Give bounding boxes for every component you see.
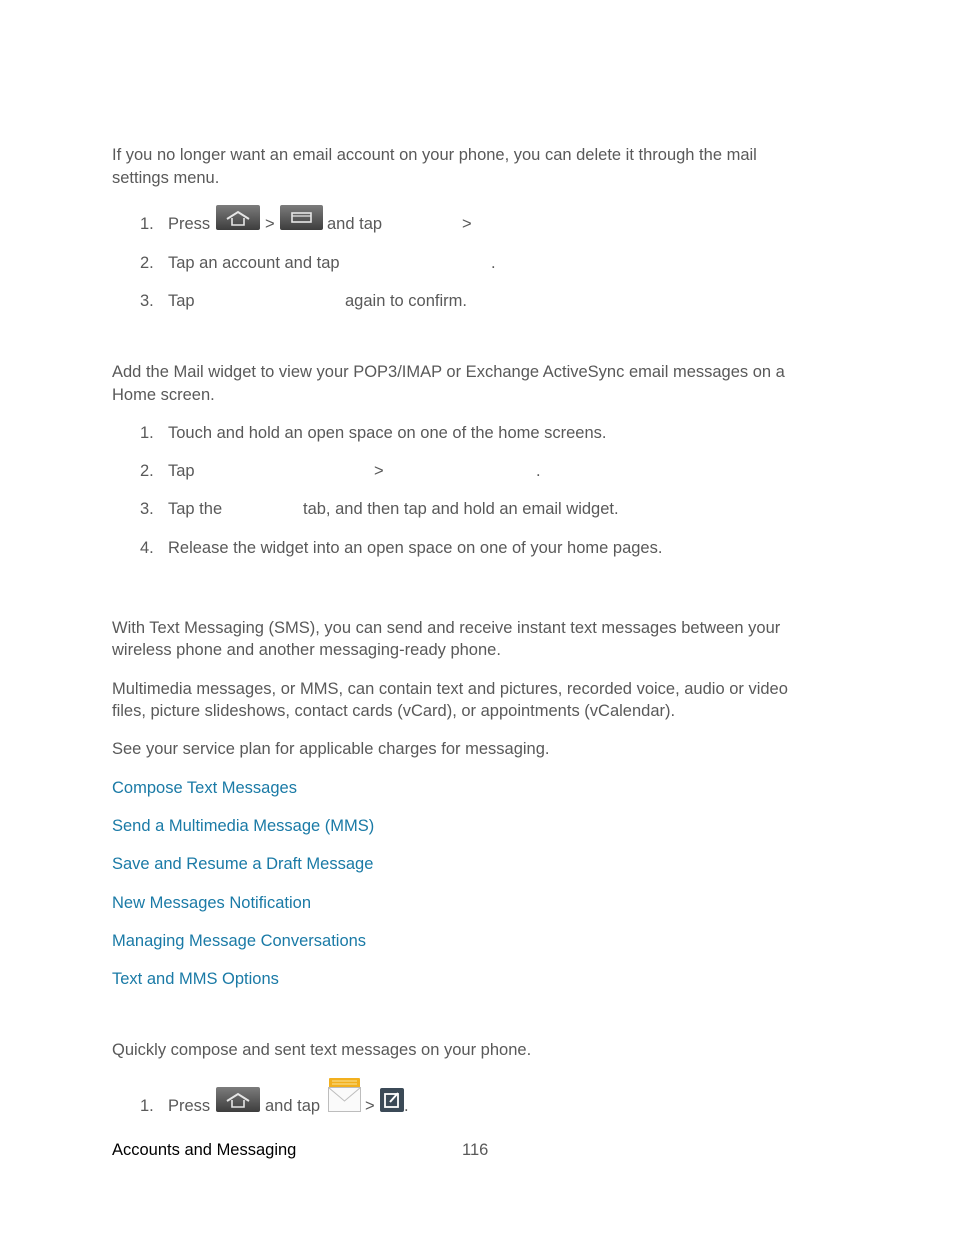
step-period: . — [536, 462, 541, 480]
step-period: . — [491, 254, 496, 272]
link-managing-conversations[interactable]: Managing Message Conversations — [112, 932, 367, 950]
compose-icon — [380, 1088, 404, 1112]
step-text-press: Press — [168, 1097, 211, 1115]
step-number: 1. — [140, 1097, 154, 1115]
step-number: 3. — [140, 292, 154, 310]
step-text: Touch and hold an open space on one of the home screens. — [168, 424, 607, 442]
separator-gt: > — [374, 462, 384, 480]
step-text-tap: Tap — [168, 462, 195, 480]
section3-p2-line2: files, picture slideshows, contact cards (vCard), or appointments (vCalendar). — [112, 702, 676, 720]
menu-key-icon — [280, 205, 323, 230]
step-text: tab, and then tap and hold an email widget. — [303, 500, 619, 518]
step-text-tap-the: Tap the — [168, 500, 223, 518]
messaging-envelope-icon — [327, 1077, 362, 1113]
section2-intro-line2: Home screen. — [112, 386, 215, 404]
step-period: . — [404, 1097, 409, 1115]
section1-intro-line1: If you no longer want an email account on your phone, you can delete it through the mail — [112, 146, 757, 164]
separator-gt: > — [462, 215, 472, 233]
step-text: again to confirm. — [345, 292, 467, 310]
step-text-and-tap: and tap — [327, 215, 383, 233]
step-text-tap: Tap — [168, 292, 195, 310]
home-key-icon — [216, 1087, 260, 1112]
step-text: Release the widget into an open space on one of your home pages. — [168, 539, 663, 557]
section3-p3: See your service plan for applicable charges for messaging. — [112, 740, 550, 758]
link-compose-text-messages[interactable]: Compose Text Messages — [112, 779, 297, 797]
step-number: 2. — [140, 462, 154, 480]
link-save-resume-draft[interactable]: Save and Resume a Draft Message — [112, 855, 374, 873]
link-new-messages-notification[interactable]: New Messages Notification — [112, 894, 311, 912]
footer-page-number: 116 — [462, 1141, 489, 1159]
section1-intro-line2: settings menu. — [112, 169, 220, 187]
separator-gt: > — [265, 215, 275, 233]
step-text: Tap an account and tap — [168, 254, 340, 272]
step-number: 3. — [140, 500, 154, 518]
step-number: 4. — [140, 539, 154, 557]
link-text-mms-options[interactable]: Text and MMS Options — [112, 970, 279, 988]
step-number: 1. — [140, 424, 154, 442]
section2-intro-line1: Add the Mail widget to view your POP3/IMAP or Exchange ActiveSync email messages on a — [112, 363, 785, 381]
section3-p2-line1: Multimedia messages, or MMS, can contain text and pictures, recorded voice, audio or video — [112, 680, 788, 698]
section3-p1-line1: With Text Messaging (SMS), you can send and receive instant text messages between your — [112, 619, 781, 637]
section4-intro: Quickly compose and sent text messages on your phone. — [112, 1041, 532, 1059]
separator-gt: > — [365, 1097, 375, 1115]
step-number: 2. — [140, 254, 154, 272]
section3-p1-line2: wireless phone and another messaging-ready phone. — [112, 641, 501, 659]
home-key-icon — [216, 205, 260, 230]
link-send-multimedia-message[interactable]: Send a Multimedia Message (MMS) — [112, 817, 375, 835]
step-number: 1. — [140, 215, 154, 233]
step-text-and-tap: and tap — [265, 1097, 321, 1115]
step-text-press: Press — [168, 215, 211, 233]
footer-section-title: Accounts and Messaging — [112, 1141, 297, 1159]
